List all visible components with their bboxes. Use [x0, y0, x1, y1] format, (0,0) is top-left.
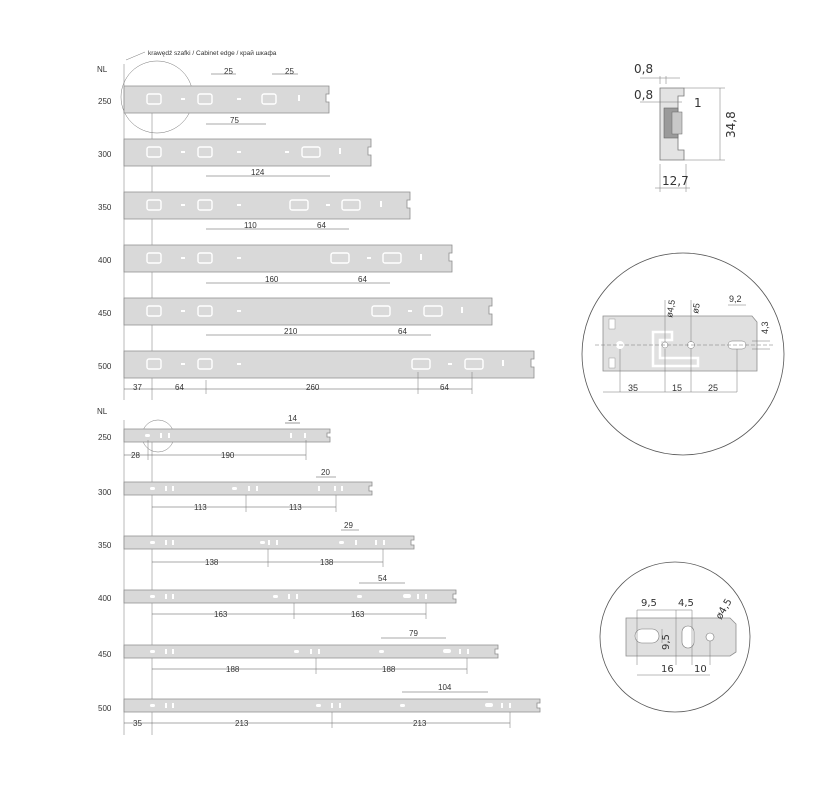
d2-dim-10: 10 [694, 664, 707, 675]
dim-450-64: 64 [398, 327, 407, 336]
nl-450-bottom: 450 [98, 650, 112, 659]
dim-b300-20: 20 [321, 468, 330, 477]
rail-350-top [124, 192, 410, 219]
dim-b450-188a: 188 [226, 665, 240, 674]
dim-b250-190: 190 [221, 451, 235, 460]
dim-b500-213a: 213 [235, 719, 249, 728]
dim-b250-28: 28 [131, 451, 140, 460]
detail-view-2 [600, 562, 750, 712]
dim-b400-163b: 163 [351, 610, 365, 619]
dim-b300-113a: 113 [194, 503, 207, 512]
nl-header-bottom: NL [97, 407, 108, 416]
dim-500-64: 64 [440, 383, 449, 392]
cs-dim-1: 1 [694, 96, 702, 110]
dim-450-210: 210 [284, 327, 298, 336]
dim-300-124: 124 [251, 168, 265, 177]
dim-b450-188b: 188 [382, 665, 396, 674]
d1-dim-25: 25 [708, 383, 719, 393]
dim-b350-138a: 138 [205, 558, 219, 567]
nl-500-bottom: 500 [98, 704, 112, 713]
dim-350-64: 64 [317, 221, 326, 230]
d2-dim-16: 16 [661, 664, 674, 675]
cs-dim-08a: 0,8 [634, 62, 654, 76]
nl-header-top: NL [97, 65, 108, 74]
nl-350-top: 350 [98, 203, 112, 212]
rail-450-top [124, 298, 492, 325]
nl-300-bottom: 300 [98, 488, 112, 497]
nl-400-top: 400 [98, 256, 112, 265]
rail-500-top [124, 351, 534, 378]
dim-b350-138b: 138 [320, 558, 334, 567]
dim-b250-14: 14 [288, 414, 297, 423]
nl-400-bottom: 400 [98, 594, 112, 603]
dim-b500-213b: 213 [413, 719, 427, 728]
cs-dim-127: 12,7 [662, 174, 689, 188]
d1-dim-5: ø5 [690, 302, 702, 315]
d1-dim-45: ø4,5 [664, 298, 678, 319]
d1-dim-35: 35 [628, 383, 639, 393]
nl-450-top: 450 [98, 309, 112, 318]
cs-dim-348: 34,8 [724, 111, 738, 138]
dim-b350-29: 29 [344, 521, 353, 530]
dim-37: 37 [133, 383, 142, 392]
dim-250-75: 75 [230, 116, 239, 125]
dim-b400-163a: 163 [214, 610, 228, 619]
dim-b450-79: 79 [409, 629, 418, 638]
nl-300-top: 300 [98, 150, 112, 159]
d1-dim-43: 4,3 [760, 321, 770, 334]
detail-view-1 [582, 253, 784, 455]
dim-b35: 35 [133, 719, 142, 728]
dim-250-25a: 25 [224, 67, 233, 76]
dim-64-bottom: 64 [175, 383, 184, 392]
d1-dim-15: 15 [672, 383, 683, 393]
d2-dim-45: 4,5 [678, 598, 694, 609]
d1-dim-92: 9,2 [729, 294, 742, 304]
dim-350-110: 110 [244, 221, 257, 230]
d2-dim-95b: 9,5 [661, 634, 672, 650]
cs-dim-08b: 0,8 [634, 88, 654, 102]
nl-250-top: 250 [98, 97, 112, 106]
nl-250-bottom: 250 [98, 433, 112, 442]
dim-400-160: 160 [265, 275, 279, 284]
dim-b300-113b: 113 [289, 503, 302, 512]
dim-500-260: 260 [306, 383, 320, 392]
cabinet-edge-label: krawędź szafki / Cabinet edge / край шкафа [148, 50, 277, 57]
nl-500-top: 500 [98, 362, 112, 371]
dim-b500-104: 104 [438, 683, 452, 692]
dim-b400-54: 54 [378, 574, 387, 583]
nl-350-bottom: 350 [98, 541, 112, 550]
d2-dim-95a: 9,5 [641, 598, 657, 609]
dim-400-64: 64 [358, 275, 367, 284]
rail-250-bottom [124, 429, 330, 442]
rail-400-top [124, 245, 452, 272]
dim-250-25b: 25 [285, 67, 294, 76]
d2-dim-d45: ø4,5 [714, 596, 735, 622]
